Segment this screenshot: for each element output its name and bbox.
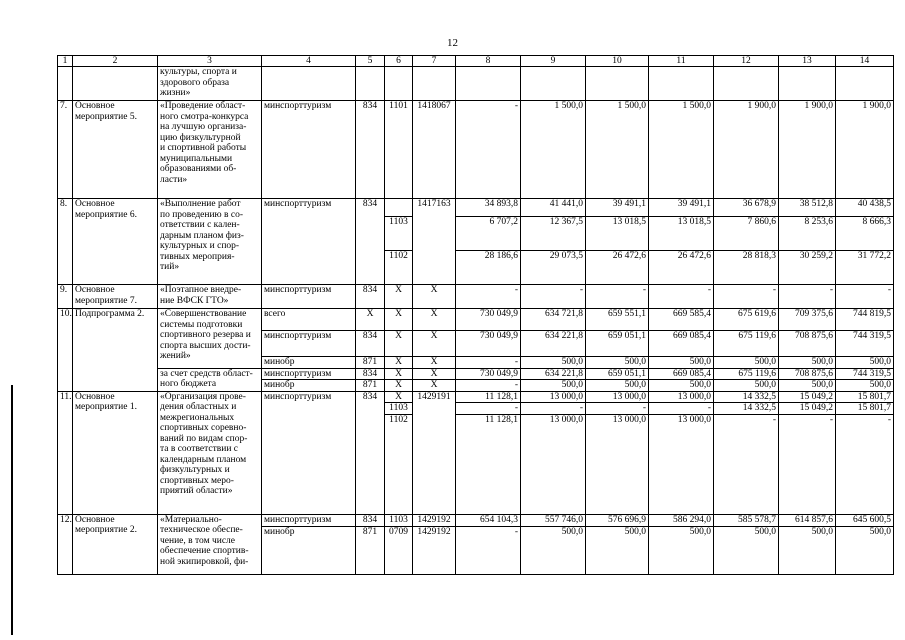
- amount-cell: 645 600,5: [836, 514, 894, 526]
- amount-cell: 31 772,2: [836, 251, 894, 285]
- amount-cell: 500,0: [649, 526, 714, 574]
- amount-cell: 634 721,8: [521, 309, 586, 331]
- executor: минспорттуризм: [262, 101, 356, 199]
- row-number: 10.: [58, 309, 73, 392]
- amount-cell: 13 000,0: [649, 414, 714, 514]
- amount-cell: -: [456, 380, 521, 392]
- code-rzpr: X: [385, 285, 413, 309]
- amount-cell: 730 049,9: [456, 309, 521, 331]
- amount-cell: -: [836, 285, 894, 309]
- amount-cell: 659 051,1: [586, 331, 649, 357]
- code-rzpr: 1102: [385, 251, 413, 285]
- amount-cell: 557 746,0: [521, 514, 586, 526]
- amount-cell: 654 104,3: [456, 514, 521, 526]
- executor: всего: [262, 309, 356, 331]
- amount-cell: -: [714, 414, 779, 514]
- amount-cell: 500,0: [779, 526, 836, 574]
- table-row: минобр 871 0709 1429192 - 500,0 500,0 500,0 500,0 500,0 500,0: [58, 526, 894, 574]
- item-kind: Основное мероприятие 1.: [73, 391, 158, 514]
- executor: минспорттуризм: [262, 199, 356, 285]
- column-number: 6: [385, 56, 413, 67]
- code-grbs: 834: [356, 285, 385, 309]
- executor: минспорттуризм: [262, 331, 356, 357]
- row-number: 8.: [58, 199, 73, 285]
- amount-cell: 15 049,2: [779, 391, 836, 403]
- table-row: 12. Основное мероприятие 2. «Материально- техническое обеспе- чение, в том числе обеспечение спортив- ной экипировкой, фи- минспорттуризм 834 1103 1429192 654 104,3 557 746,0 576 696,9 586 294,0 585 578,7 614 857,6 645 600,5: [58, 514, 894, 526]
- amount-cell: 1 500,0: [586, 101, 649, 199]
- amount-cell: 13 000,0: [649, 391, 714, 403]
- amount-cell: 500,0: [714, 380, 779, 392]
- column-number: 9: [521, 56, 586, 67]
- item-name: культуры, спорта и здорового образа жизни»: [158, 67, 262, 101]
- amount-cell: 1 500,0: [521, 101, 586, 199]
- code-csr: 1417163: [413, 199, 456, 285]
- amount-cell: -: [779, 414, 836, 514]
- column-number: 8: [456, 56, 521, 67]
- item-name: «Поэтапное внедре- ние ВФСК ГТО»: [158, 285, 262, 309]
- amount-cell: 28 186,6: [456, 251, 521, 285]
- amount-cell: 500,0: [649, 380, 714, 392]
- amount-cell: 13 000,0: [521, 391, 586, 403]
- amount-cell: 1 900,0: [836, 101, 894, 199]
- column-number: 14: [836, 56, 894, 67]
- amount-cell: 30 259,2: [779, 251, 836, 285]
- amount-cell: 730 049,9: [456, 368, 521, 380]
- executor: минобр: [262, 526, 356, 574]
- table-row: 11. Основное мероприятие 1. «Организация прове- дения областных и межрегиональных спортивных соревно- ваний по видам спор- та в соответствии с календарным планом физкультурных и спортивных меро- приятий области» минспорттуризм 834 X 1429191 11 128,1 13 000,0 13 000,0 13 000,0 14 332,5 15 049,2 15 801,7: [58, 391, 894, 403]
- table-row: [58, 285, 894, 309]
- amount-cell: 11 128,1: [456, 414, 521, 514]
- amount-cell: 708 875,6: [779, 368, 836, 380]
- code-grbs: 834: [356, 199, 385, 285]
- amount-cell: 11 128,1: [456, 391, 521, 403]
- amount-cell: 675 619,6: [714, 309, 779, 331]
- amount-cell: 669 085,4: [649, 331, 714, 357]
- table-row: за счет средств област- ного бюджета минспорттуризм 834 X X 730 049,9 634 221,8 659 051,1 669 085,4 675 119,6 708 875,6 744 319,5: [58, 368, 894, 380]
- amount-cell: 675 119,6: [714, 331, 779, 357]
- executor: минобр: [262, 380, 356, 392]
- amount-cell: 15 801,7: [836, 391, 894, 403]
- amount-cell: 36 678,9: [714, 199, 779, 217]
- item-kind: Основное мероприятие 6.: [73, 199, 158, 285]
- amount-cell: 500,0: [836, 380, 894, 392]
- amount-cell: -: [649, 403, 714, 415]
- column-number: 10: [586, 56, 649, 67]
- table-row: 10. Подпрограмма 2. «Совершенствование системы подготовки спортивного резерва и спорта высших дости- жений» всего X X X 730 049,9 634 721,8 659 551,1 669 585,4 675 619,6 709 375,6 744 819,5: [58, 309, 894, 331]
- column-number: 12: [714, 56, 779, 67]
- table-row: 1102 11 128,1 13 000,0 13 000,0 13 000,0 - - -: [58, 414, 894, 514]
- amount-cell: 659 551,1: [586, 309, 649, 331]
- amount-cell: 13 018,5: [586, 217, 649, 251]
- column-number: 11: [649, 56, 714, 67]
- column-number: 2: [73, 56, 158, 67]
- amount-cell: -: [649, 285, 714, 309]
- amount-cell: 38 512,8: [779, 199, 836, 217]
- amount-cell: 500,0: [714, 526, 779, 574]
- amount-cell: 500,0: [779, 357, 836, 369]
- amount-cell: 26 472,6: [586, 251, 649, 285]
- amount-cell: 669 585,4: [649, 309, 714, 331]
- amount-cell: -: [456, 357, 521, 369]
- amount-cell: 500,0: [836, 357, 894, 369]
- code-csr: X: [413, 285, 456, 309]
- amount-cell: 744 819,5: [836, 309, 894, 331]
- executor: минспорттуризм: [262, 368, 356, 380]
- amount-cell: 1 900,0: [779, 101, 836, 199]
- item-kind: Основное мероприятие 2.: [73, 514, 158, 574]
- table-row: минспорттуризм 834 X X 730 049,9 634 221,8 659 051,1 669 085,4 675 119,6 708 875,6 744 319,5: [58, 331, 894, 357]
- amount-cell: 8 253,6: [779, 217, 836, 251]
- row-number: 11.: [58, 391, 73, 514]
- amount-cell: 12 367,5: [521, 217, 586, 251]
- amount-cell: 26 472,6: [649, 251, 714, 285]
- amount-cell: -: [586, 403, 649, 415]
- item-kind: Основное мероприятие 5.: [73, 101, 158, 199]
- amount-cell: 40 438,5: [836, 199, 894, 217]
- code-csr: 1429191: [413, 391, 456, 514]
- amount-cell: 585 578,7: [714, 514, 779, 526]
- column-number: 7: [413, 56, 456, 67]
- amount-cell: -: [456, 526, 521, 574]
- budget-table: [57, 55, 894, 575]
- column-number: 13: [779, 56, 836, 67]
- amount-cell: 669 085,4: [649, 368, 714, 380]
- amount-cell: -: [836, 414, 894, 514]
- code-rzpr: 1103: [385, 217, 413, 251]
- amount-cell: 500,0: [779, 380, 836, 392]
- amount-cell: 13 000,0: [586, 391, 649, 403]
- amount-cell: -: [586, 285, 649, 309]
- table-row: [58, 67, 894, 101]
- amount-cell: 586 294,0: [649, 514, 714, 526]
- amount-cell: 500,0: [586, 357, 649, 369]
- page-number: 12: [447, 37, 458, 49]
- table-row: 1103 - - - - 14 332,5 15 049,2 15 801,7: [58, 403, 894, 415]
- item-name: «Проведение област- ного смотра-конкурса на лучшую организа- цию физкультурной и спортивной работы муниципальными образованиями об- ласти»: [158, 101, 262, 199]
- column-number: 5: [356, 56, 385, 67]
- amount-cell: 6 707,2: [456, 217, 521, 251]
- amount-cell: 7 860,6: [714, 217, 779, 251]
- amount-cell: 500,0: [714, 357, 779, 369]
- amount-cell: 500,0: [649, 357, 714, 369]
- amount-cell: 29 073,5: [521, 251, 586, 285]
- amount-cell: 730 049,9: [456, 331, 521, 357]
- amount-cell: -: [456, 403, 521, 415]
- amount-cell: 14 332,5: [714, 391, 779, 403]
- amount-cell: 28 818,3: [714, 251, 779, 285]
- amount-cell: 8 666,3: [836, 217, 894, 251]
- code-rzpr: 1101: [385, 101, 413, 199]
- code-csr: 1418067: [413, 101, 456, 199]
- amount-cell: 634 221,8: [521, 368, 586, 380]
- item-name: «Материально- техническое обеспе- чение, в том числе обеспечение спортив- ной экипировкой, фи-: [158, 514, 262, 574]
- amount-cell: -: [521, 285, 586, 309]
- row-number: 9.: [58, 285, 73, 309]
- table-row: минобр 871 X X - 500,0 500,0 500,0 500,0 500,0 500,0: [58, 357, 894, 369]
- amount-cell: 500,0: [521, 380, 586, 392]
- column-number: 4: [262, 56, 356, 67]
- code-grbs: 834: [356, 101, 385, 199]
- executor: минспорттуризм: [262, 285, 356, 309]
- item-name: «Организация прове- дения областных и межрегиональных спортивных соревно- ваний по видам спор- та в соответствии с календарным планом физкультурных и спортивных меро- приятий области»: [158, 391, 262, 514]
- amount-cell: -: [456, 285, 521, 309]
- amount-cell: 500,0: [586, 380, 649, 392]
- amount-cell: 14 332,5: [714, 403, 779, 415]
- budget-source: за счет средств област- ного бюджета: [158, 368, 262, 391]
- amount-cell: 500,0: [521, 526, 586, 574]
- amount-cell: -: [714, 285, 779, 309]
- code-grbs: 834: [356, 391, 385, 514]
- binding-edge-line: [11, 385, 13, 635]
- amount-cell: 39 491,1: [649, 199, 714, 217]
- amount-cell: 708 875,6: [779, 331, 836, 357]
- amount-cell: 13 018,5: [649, 217, 714, 251]
- amount-cell: 634 221,8: [521, 331, 586, 357]
- column-number: 3: [158, 56, 262, 67]
- executor: минспорттуризм: [262, 391, 356, 514]
- amount-cell: -: [456, 101, 521, 199]
- amount-cell: 13 000,0: [586, 414, 649, 514]
- amount-cell: 39 491,1: [586, 199, 649, 217]
- amount-cell: 675 119,6: [714, 368, 779, 380]
- item-name: «Совершенствование системы подготовки спортивного резерва и спорта высших дости- жений»: [158, 309, 262, 369]
- row-number: 12.: [58, 514, 73, 574]
- amount-cell: 709 375,6: [779, 309, 836, 331]
- executor: минобр: [262, 357, 356, 369]
- amount-cell: 41 441,0: [521, 199, 586, 217]
- amount-cell: 500,0: [521, 357, 586, 369]
- amount-cell: 500,0: [586, 526, 649, 574]
- amount-cell: 576 696,9: [586, 514, 649, 526]
- column-number: 1: [58, 56, 73, 67]
- item-name: «Выполнение работ по проведению в со- ответствии с кален- дарным планом физ- культурных и спор- тивных мероприя- тий»: [158, 199, 262, 285]
- amount-cell: 13 000,0: [521, 414, 586, 514]
- amount-cell: 744 319,5: [836, 368, 894, 380]
- amount-cell: 744 319,5: [836, 331, 894, 357]
- amount-cell: 34 893,8: [456, 199, 521, 217]
- table-row: [58, 101, 894, 199]
- amount-cell: 500,0: [836, 526, 894, 574]
- amount-cell: -: [521, 403, 586, 415]
- table-row: минобр 871 X X - 500,0 500,0 500,0 500,0 500,0 500,0: [58, 380, 894, 392]
- amount-cell: 15 049,2: [779, 403, 836, 415]
- amount-cell: 659 051,1: [586, 368, 649, 380]
- item-kind: Подпрограмма 2.: [73, 309, 158, 392]
- table-row: [58, 199, 894, 217]
- amount-cell: 1 500,0: [649, 101, 714, 199]
- amount-cell: 614 857,6: [779, 514, 836, 526]
- amount-cell: -: [779, 285, 836, 309]
- column-number-row: [58, 56, 894, 67]
- executor: минспорттуризм: [262, 514, 356, 526]
- row-number: 7.: [58, 101, 73, 199]
- item-kind: Основное мероприятие 7.: [73, 285, 158, 309]
- amount-cell: 1 900,0: [714, 101, 779, 199]
- amount-cell: 15 801,7: [836, 403, 894, 415]
